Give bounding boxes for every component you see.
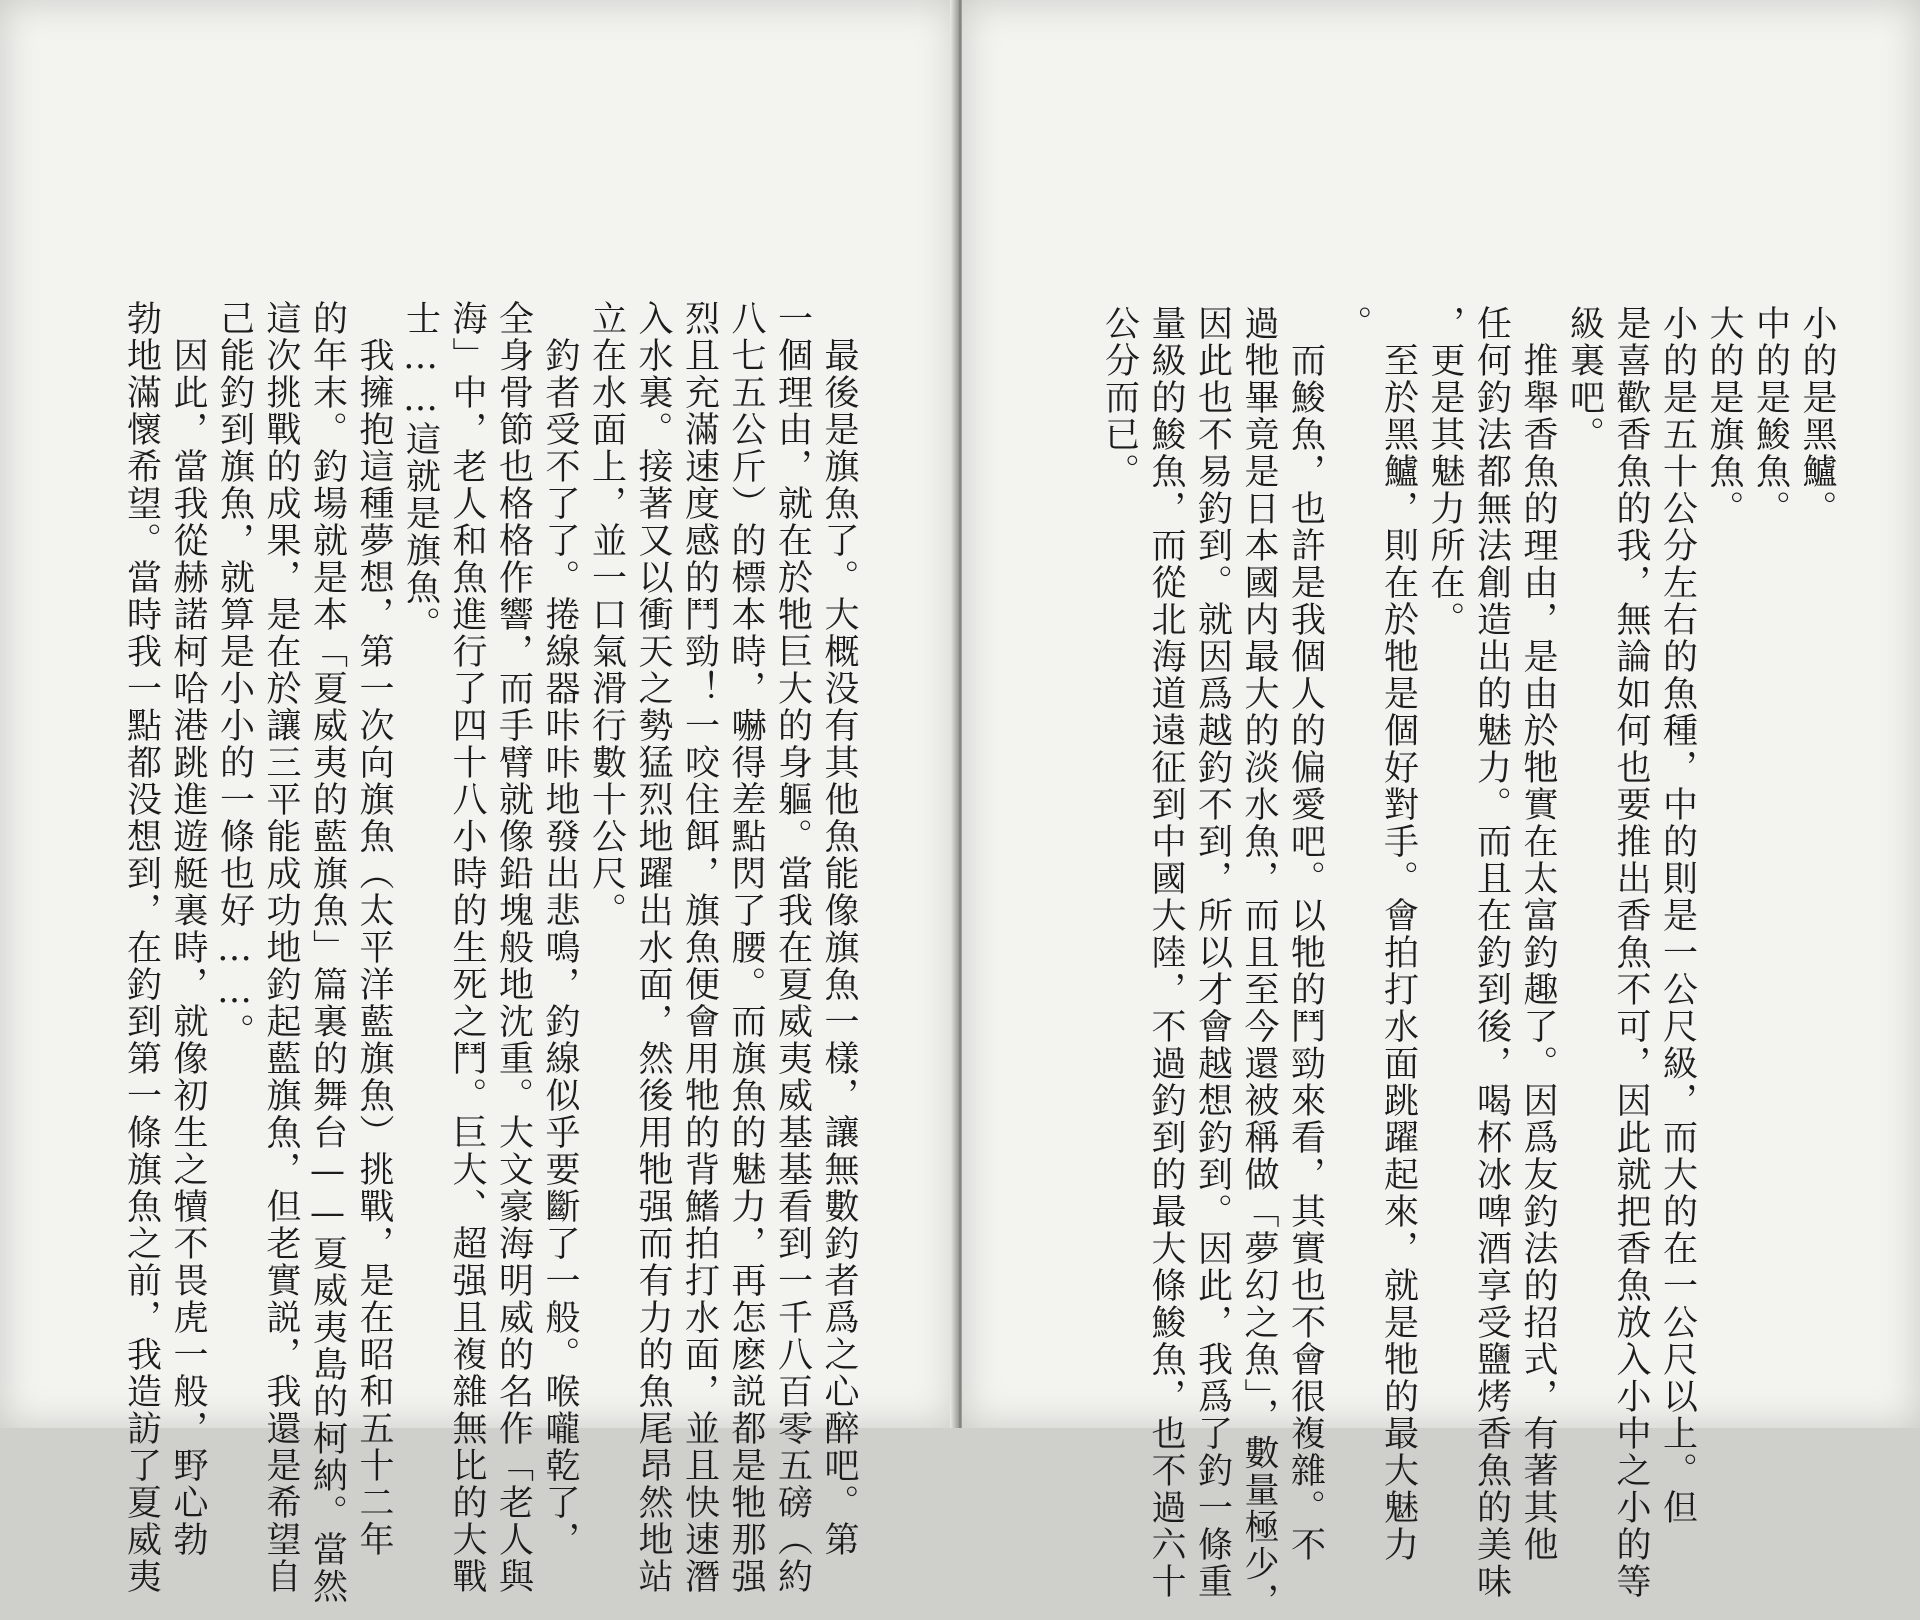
text-line: 海」中，老人和魚進行了四十八小時的生死之鬥。巨大、超强且複雜無比的大戰 xyxy=(447,300,487,1595)
text-line: 因此，當我從赫諾柯哈港跳進遊艇裏時，就像初生之犢不畏虎一般，野心勃 xyxy=(168,300,208,1558)
text-line: 一個理由，就在於牠巨大的身軀。當我在夏威夷威基基看到一千八百零五磅（約 xyxy=(772,300,813,1595)
text-line: 公分而已。 xyxy=(1099,305,1140,490)
text-line: 大的是旗魚。 xyxy=(1704,305,1744,527)
text-line: 勃地滿懷希望。當時我一點都没想到，在釣到第一條旗魚之前，我造訪了夏威夷 xyxy=(121,300,162,1595)
text-line: 。 xyxy=(1332,305,1372,342)
text-line: 士……這就是旗魚。 xyxy=(400,300,441,643)
text-line: 八七五公斤）的標本時，嚇得差點閃了腰。而旗魚的魅力，再怎麽説都是牠那强 xyxy=(726,300,766,1595)
right-page-text xyxy=(1096,305,1840,1620)
text-line: 是喜歡香魚的我，無論如何也要推出香魚不可，因此就把香魚放入小中之小的等 xyxy=(1611,305,1651,1600)
text-line: 全身骨節也格格作響，而手臂就像鉛塊般地沈重。大文豪海明威的名作「老人與 xyxy=(493,300,534,1595)
text-line: 烈且充滿速度感的鬥勁！一咬住餌，旗魚便會用牠的背鰭拍打水面，並且快速潛 xyxy=(679,300,720,1595)
text-line: 因此也不易釣到。就因爲越釣不到，所以才會越想釣到。因此，我爲了釣一條重 xyxy=(1192,305,1233,1600)
text-line: 小的是五十公分左右的魚種，中的則是一公尺級，而大的在一公尺以上。但 xyxy=(1657,305,1698,1526)
text-line: 最後是旗魚了。大概没有其他魚能像旗魚一樣，讓無數釣者爲之心醉吧。第 xyxy=(819,300,859,1558)
text-line: ，更是其魅力所在。 xyxy=(1425,305,1465,638)
text-line: 入水裏。接著又以衝天之勢猛烈地躍出水面，然後用牠强而有力的魚尾昂然地站 xyxy=(633,300,673,1595)
text-line: 過牠畢竟是日本國内最大的淡水魚，而且至今還被稱做「夢幻之魚」，數量極少， xyxy=(1239,305,1279,1620)
text-line: 而鮻魚，也許是我個人的偏愛吧。以牠的鬥勁來看，其實也不會很複雜。不 xyxy=(1285,305,1326,1563)
text-line: 這次挑戰的成果，是在於讓三平能成功地釣起藍旗魚，但老實説，我還是希望自 xyxy=(261,300,301,1595)
left-page xyxy=(0,0,956,1605)
text-line: 立在水面上，並一口氣滑行數十公尺。 xyxy=(586,300,627,929)
text-line: 級裏吧。 xyxy=(1564,305,1605,453)
text-line: 任何釣法都無法創造出的魅力。而且在釣到後，喝杯冰啤酒享受鹽烤香魚的美味 xyxy=(1471,305,1512,1600)
text-line: 量級的鮻魚，而從北海道遠征到中國大陸，不過釣到的最大條鮻魚，也不過六十 xyxy=(1146,305,1186,1600)
text-line: 釣者受不了了。捲線器咔咔地發出悲鳴，釣線似乎要斷了一般。喉嚨乾了， xyxy=(540,300,580,1558)
text-line: 己能釣到旗魚，就算是小小的一條也好……。 xyxy=(214,300,255,1050)
right-page xyxy=(962,0,1920,1620)
text-line: 我擁抱這種夢想，第一次向旗魚（太平洋藍旗魚）挑戰，是在昭和五十二年 xyxy=(354,300,394,1558)
left-page-text xyxy=(118,300,862,1605)
text-line: 的年末。釣場就是本「夏威夷的藍旗魚」篇裏的舞台——夏威夷島的柯納。當然 xyxy=(307,300,348,1605)
text-line: 推舉香魚的理由，是由於牠實在太富釣趣了。因爲友釣法的招式，有著其他 xyxy=(1518,305,1558,1563)
text-line: 小的是黑鱸。 xyxy=(1797,305,1837,527)
text-line: 中的是鮻魚。 xyxy=(1750,305,1791,527)
text-line: 至於黑鱸，則在於牠是個好對手。會拍打水面跳躍起來，就是牠的最大魅力 xyxy=(1378,305,1419,1563)
